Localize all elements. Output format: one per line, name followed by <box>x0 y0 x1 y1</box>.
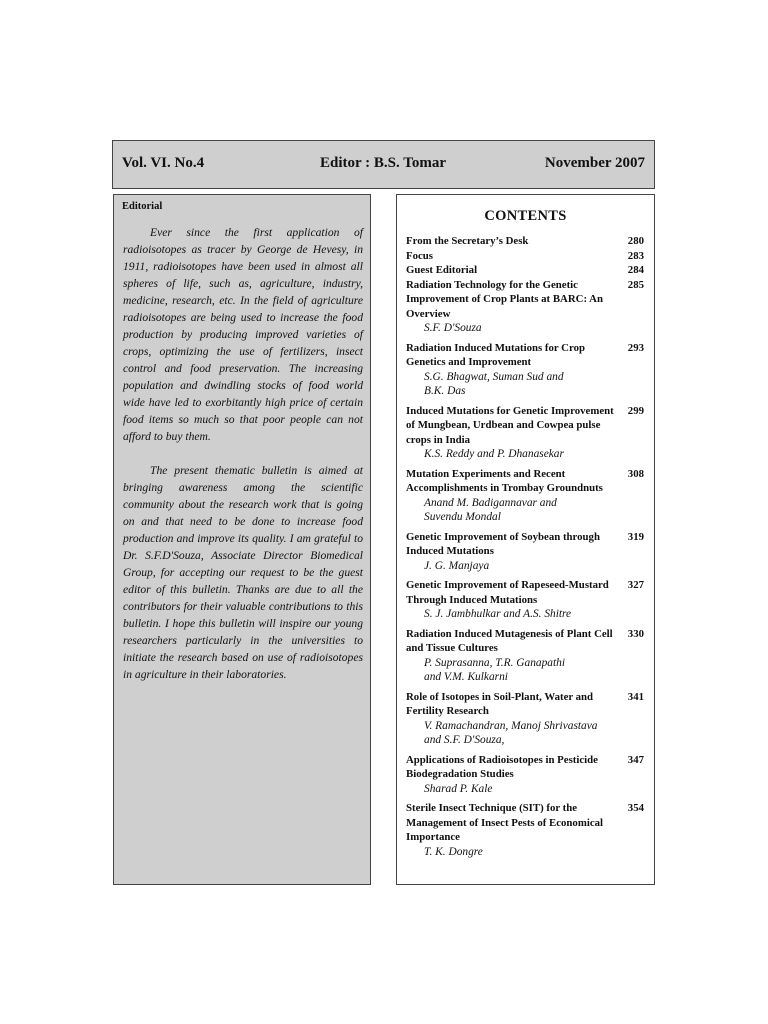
toc-entry-title: Genetic Improvement of Rapeseed-Mustard Through Induced Mutations <box>406 579 609 606</box>
toc-entry-authors: S.F. D'Souza <box>424 322 482 334</box>
issue-header <box>112 140 655 189</box>
toc-entry-authors: T. K. Dongre <box>424 845 483 858</box>
toc-entry-title: Guest Editorial <box>406 264 478 276</box>
toc-entry-authors: Suvendu Mondal <box>424 511 501 523</box>
toc-entry-title: Radiation Induced Mutations for Crop Genetics and Improvement <box>406 341 585 368</box>
toc-entry-authors: Sharad P. Kale <box>424 782 493 795</box>
toc-entry-authors: Anand M. Badigannavar and <box>424 496 557 509</box>
toc-entry[interactable] <box>406 263 642 278</box>
toc-entry-page: 280 <box>627 235 644 247</box>
toc-entry-authors: and S.F. D'Souza, <box>424 734 505 746</box>
toc-entry[interactable] <box>406 278 642 336</box>
toc-entry-page: 330 <box>627 627 644 640</box>
editorial-paragraph: The present thematic bulletin is aimed at bringing awareness among the scientific community about the research work that is going on and that need to be done to increase food production and improve its quality. I am grateful to Dr. S.F.D'Souza, Associate Director Biomedical Group, for accepting our request to be the guest editor of this bulletin. Thanks are due to all the contributors for their valuable contributions to this bulletin. I hope this bulletin will inspire our young researchers particularly in the universities to initiate the research based on use of radioisotopes in agriculture in their laboratories. <box>123 464 363 681</box>
toc-entry-page: 347 <box>627 753 644 766</box>
toc-entry-title: Radiation Induced Mutagenesis of Plant Cell and Tissue Cultures <box>406 627 613 654</box>
editorial-text <box>123 224 363 700</box>
toc-entry-title: Role of Isotopes in Soil-Plant, Water and Fertility Research <box>406 690 594 717</box>
toc-entry-authors: S.G. Bhagwat, Suman Sud and <box>424 370 564 383</box>
toc-entry[interactable] <box>406 690 642 748</box>
toc-entry-authors: S. J. Jambhulkar and A.S. Shitre <box>424 608 572 620</box>
toc-entry[interactable] <box>406 249 642 264</box>
contents-title: CONTENTS <box>484 208 567 224</box>
toc-entry-title: Applications of Radioisotopes in Pesticide Biodegradation Studies <box>406 753 598 780</box>
toc-entry-page: 299 <box>627 404 644 417</box>
toc-entry[interactable] <box>406 801 642 859</box>
toc-entry-page: 354 <box>627 802 644 814</box>
toc-entry[interactable] <box>406 467 642 525</box>
contents-list <box>406 234 642 864</box>
toc-entry[interactable] <box>406 753 642 797</box>
toc-entry-authors: P. Suprasanna, T.R. Ganapathi <box>424 656 566 669</box>
toc-entry[interactable] <box>406 578 642 622</box>
issue-date: November 2007 <box>544 155 645 171</box>
editorial-panel <box>113 194 371 885</box>
toc-entry-authors: K.S. Reddy and P. Dhanasekar <box>424 448 564 460</box>
toc-entry-title: Sterile Insect Technique (SIT) for the Management of Insect Pests of Economical Importance <box>406 802 604 843</box>
toc-entry-authors: B.K. Das <box>424 385 466 397</box>
toc-entry-page: 283 <box>627 249 644 262</box>
toc-entry-page: 285 <box>627 278 644 291</box>
toc-entry-title: From the Secretary’s Desk <box>406 235 529 247</box>
toc-entry[interactable] <box>406 341 642 399</box>
toc-entry-page: 284 <box>627 264 644 276</box>
toc-entry[interactable] <box>406 530 642 574</box>
toc-entry[interactable] <box>406 627 642 685</box>
editorial-paragraph: Ever since the first application of radioisotopes as tracer by George de Hevesy, in 1911, radioisotopes have been used in almost all spheres of life, such as, agriculture, industry, medicine, research, etc. In the field of agriculture radioisotopes are being used to increase the food production by producing improved varieties of crops, optimizing the use of fertilizers, insect control and food preservation. The increasing population and dwindling stocks of food world wide have led to exorbitantly high price of certain food items so much so that poor people can not afford to buy them. <box>123 226 363 443</box>
toc-entry-page: 293 <box>627 341 644 354</box>
toc-entry-page: 327 <box>627 579 644 591</box>
toc-entry-title: Induced Mutations for Genetic Improvement of Mungbean, Urdbean and Cowpea pulse crops in India <box>406 404 614 446</box>
editor-name: Editor : B.S. Tomar <box>320 155 446 171</box>
toc-entry-authors: J. G. Manjaya <box>424 559 490 572</box>
contents-panel <box>396 194 655 885</box>
toc-entry-title: Radiation Technology for the Genetic Improvement of Crop Plants at BARC: An Overview <box>406 278 603 320</box>
toc-entry-title: Focus <box>406 249 433 262</box>
toc-entry-authors: and V.M. Kulkarni <box>424 671 508 683</box>
toc-entry-page: 308 <box>627 467 644 480</box>
toc-entry-page: 341 <box>627 690 644 703</box>
volume-number: Vol. VI. No.4 <box>122 155 205 171</box>
toc-entry-title: Genetic Improvement of Soybean through Induced Mutations <box>406 530 600 557</box>
toc-entry-page: 319 <box>627 530 644 543</box>
toc-entry[interactable] <box>406 404 642 462</box>
toc-entry[interactable] <box>406 234 642 249</box>
toc-entry-title: Mutation Experiments and Recent Accomplishments in Trombay Groundnuts <box>406 467 603 494</box>
toc-entry-authors: V. Ramachandran, Manoj Shrivastava <box>424 719 598 732</box>
editorial-label: Editorial <box>122 201 163 212</box>
